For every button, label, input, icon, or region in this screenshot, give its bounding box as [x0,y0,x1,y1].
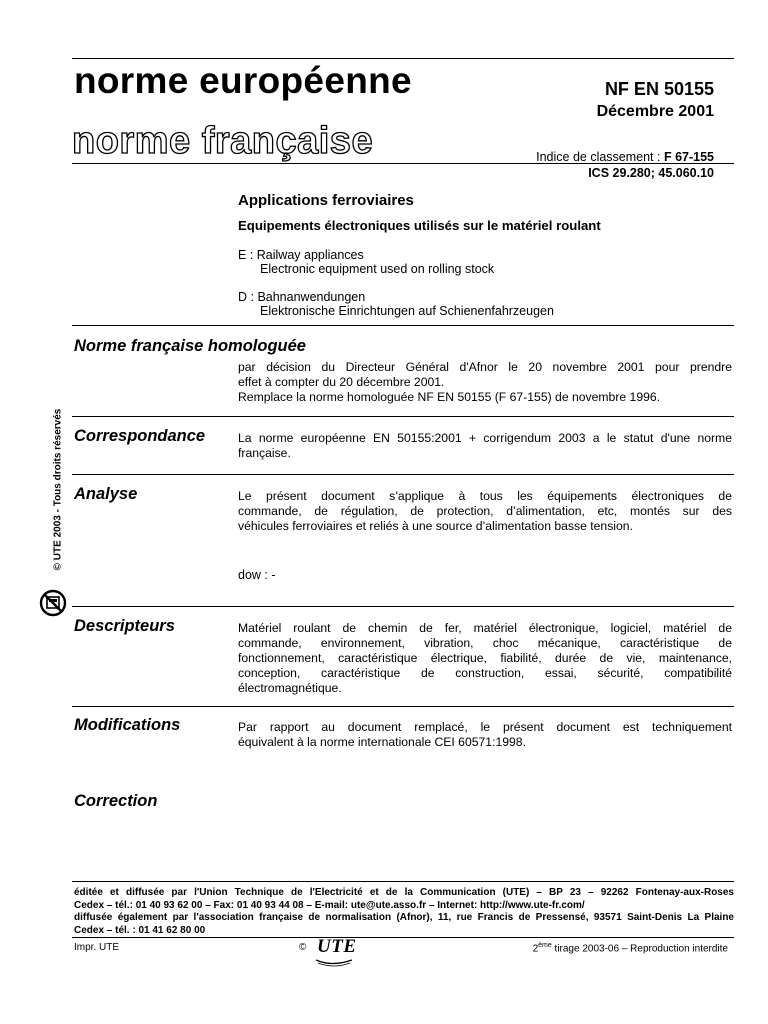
classification-label: Indice de classement : [536,150,664,164]
dow-value: dow : - [238,568,276,582]
subject-subtitle: Equipements électroniques utilisés sur le matériel roulant [238,218,601,233]
homologation-line: effet à compter du 20 décembre 2001. [238,375,445,389]
section-title-descripteurs: Descripteurs [74,617,175,635]
correspondance-text [238,431,732,461]
footer-publisher-info [74,887,734,937]
tirage-number: 2 [532,943,539,955]
side-copyright-text: © UTE 2003 - Tous droits réservés [52,408,64,571]
section-rule-5 [72,706,734,707]
section-title-correction: Correction [74,792,158,810]
footer-rule-bottom [72,937,734,938]
footer-line: Cedex – tél. : 01 41 62 80 00 [74,924,206,936]
descripteurs-line: Matériel roulant de chemin de fer, matériel électronique, logiciel, matériel de [238,621,732,635]
analyse-text [238,489,732,534]
copyright-symbol: © [299,942,307,953]
tirage-info [533,942,728,954]
classification-index [536,150,714,164]
analyse-line: Le présent document s’applique à tous les équipements électroniques de [238,489,732,503]
footer-rule [72,881,734,882]
footer-line: Cedex – tél.: 01 40 93 62 00 – Fax: 01 40 93 44 08 – E-mail: ute@ute.asso.fr – Internet: http://www.ute-fr.com/ [74,899,585,911]
descripteurs-line: conception, caractéristique de construction, essai, sécurité, compatibilité [238,666,732,680]
english-title-line1: E : Railway appliances [238,248,364,262]
publication-date: Décembre 2001 [596,103,714,120]
descripteurs-text [238,621,732,696]
classification-value: F 67-155 [663,150,714,164]
section-rule-3 [72,474,734,475]
modifications-text [238,720,732,750]
analyse-line: commande, de régulation, de protection, d’alimentation, etc, montés sur des [238,504,732,518]
section-title-homologation: Norme française homologuée [74,337,306,355]
descripteurs-line: fonctionnement, caractéristique électrique, fiabilité, durée de vie, maintenance, [238,651,732,665]
modifications-line: Par rapport au document remplacé, le présent document est techniquement [238,720,732,734]
correspondance-line: française. [238,446,291,460]
title-norme-europeenne: norme européenne [74,60,412,101]
tirage-text: tirage 2003-06 – Reproduction interdite [551,943,728,955]
ics-codes: ICS 29.280; 45.060.10 [588,166,714,180]
homologation-text [238,360,732,405]
printer-label: Impr. UTE [74,942,120,953]
subject-title: Applications ferroviaires [238,192,414,209]
section-title-analyse: Analyse [74,485,138,503]
standard-number: NF EN 50155 [604,79,714,99]
section-rule-1 [72,325,734,326]
modifications-line: équivalent à la norme internationale CEI 60571:1998. [238,735,526,749]
title-norme-francaise: norme française [72,120,374,162]
descripteurs-line: commande, environnement, vibration, choc mécanique, caractéristique de [238,636,732,650]
descripteurs-line: électromagnétique. [238,681,342,695]
homologation-line: par décision du Directeur Général d'Afnor le 20 novembre 2001 pour prendre [238,360,732,374]
german-title-line2: Elektronische Einrichtungen auf Schienenfahrzeugen [260,304,554,318]
footer-line: éditée et diffusée par l'Union Technique de l'Electricité et de la Communication (UTE) – BP 23 – 92262 Fontenay-aux-Roses [74,887,734,898]
section-rule-2 [72,416,734,417]
english-title-line2: Electronic equipment used on rolling stock [260,262,495,276]
side-copyright [52,400,64,582]
footer-line: diffusée également par l'association française de normalisation (Afnor), 11, rue Francis de Pressensé, 93571 Saint-Denis La Plaine [74,912,734,924]
top-rule [72,58,734,59]
ute-logo-text: UTE [317,936,357,957]
section-rule-4 [72,606,734,607]
correspondance-line: La norme européenne EN 50155:2001 + corrigendum 2003 a le statut d'une norme [238,431,732,445]
analyse-line: véhicules ferroviaires et reliés à une source d’alimentation basse tension. [238,519,633,533]
section-title-correspondance: Correspondance [74,427,206,445]
ute-logo [312,936,356,968]
homologation-line: Remplace la norme homologuée NF EN 50155 (F 67-155) de novembre 1996. [238,390,661,404]
tirage-ordinal: ème [538,942,552,949]
no-photocopy-icon [38,588,68,618]
section-title-modifications: Modifications [74,716,181,734]
german-title-line1: D : Bahnanwendungen [238,290,366,304]
